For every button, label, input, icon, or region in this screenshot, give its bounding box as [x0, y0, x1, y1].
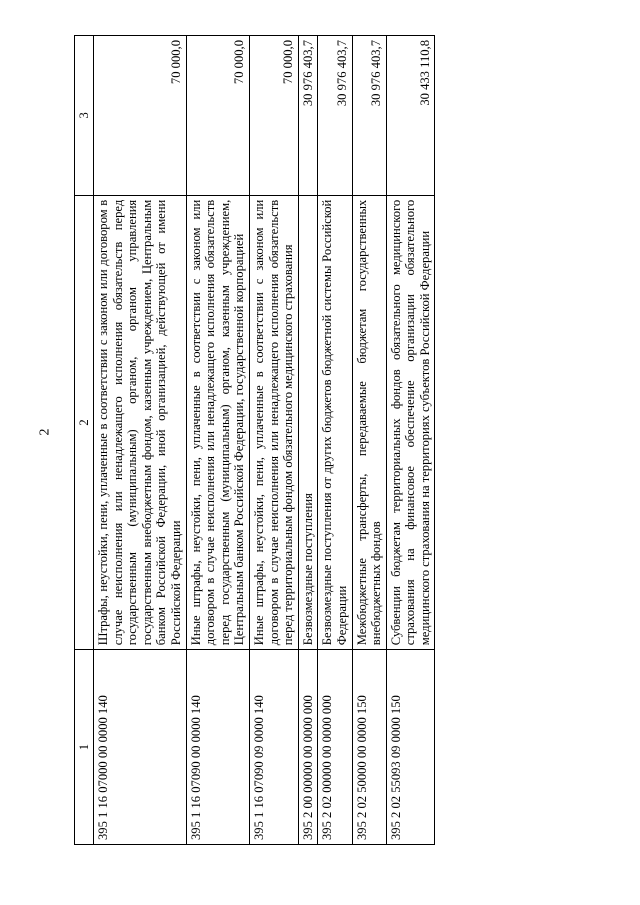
row-code: 395 2 00 00000 00 0000 000	[298, 650, 318, 845]
row-sum: 30 433 110,8	[386, 36, 435, 196]
row-code: 395 2 02 00000 00 0000 000	[318, 650, 352, 845]
table-row	[318, 36, 352, 845]
row-name: Межбюджетные трансферты, передаваемые бюджетам государственных внебюджетных фондов	[352, 195, 386, 649]
row-sum: 70 000,0	[249, 36, 298, 196]
row-code: 395 2 02 50000 00 0000 150	[352, 650, 386, 845]
row-sum: 70 000,0	[186, 36, 249, 196]
table-row	[352, 36, 386, 845]
row-sum: 30 976 403,7	[298, 36, 318, 196]
row-code: 395 1 16 07090 00 0000 140	[186, 650, 249, 845]
row-name: Штрафы, неустойки, пени, уплаченные в соответствии с законом или договором в случае неисполнения или ненадлежащего исполнения обязательств перед государственным (муниципальным) органом, органом управления государственным внебюджетным фондом, казенным учреждением, Центральным банком Российской Федерации, иной организацией, действующей от имени Российской Федерации	[94, 195, 187, 649]
table-header-row	[75, 36, 94, 845]
table-row	[386, 36, 435, 845]
table-row	[249, 36, 298, 845]
row-sum: 30 976 403,7	[318, 36, 352, 196]
row-sum: 30 976 403,7	[352, 36, 386, 196]
page-number: 2	[37, 428, 53, 436]
row-code: 395 2 02 55093 09 0000 150	[386, 650, 435, 845]
table-row	[186, 36, 249, 845]
header-col-1: 1	[75, 650, 94, 845]
revenue-table	[74, 35, 435, 845]
header-col-2: 2	[75, 195, 94, 649]
row-code: 395 1 16 07090 09 0000 140	[249, 650, 298, 845]
table-row	[94, 36, 187, 845]
row-code: 395 1 16 07000 00 0000 140	[94, 650, 187, 845]
row-name: Иные штрафы, неустойки, пени, уплаченные в соответствии с законом или договором в случае неисполнения или ненадлежащего исполнения обязательств перед территориальным фондом обязательного медицинского страхования	[249, 195, 298, 649]
row-name: Субвенции бюджетам территориальных фондов обязательного медицинского страхования на финансовое обеспечение организации обязательного медицинского страхования на территориях субъектов Российской Федерации	[386, 195, 435, 649]
row-name: Безвозмездные поступления от других бюджетов бюджетной системы Российской Федерации	[318, 195, 352, 649]
header-col-3: 3	[75, 36, 94, 196]
row-sum: 70 000,0	[94, 36, 187, 196]
table-row	[298, 36, 318, 845]
row-name: Иные штрафы, неустойки, пени, уплаченные в соответствии с законом или договором в случае неисполнения или ненадлежащего исполнения обязательств перед государственным (муниципальным) органом, казенным учреждением, Центральным банком Российской Федерации, государственной корпорацией	[186, 195, 249, 649]
row-name: Безвозмездные поступления	[298, 195, 318, 649]
table-container	[74, 35, 640, 840]
